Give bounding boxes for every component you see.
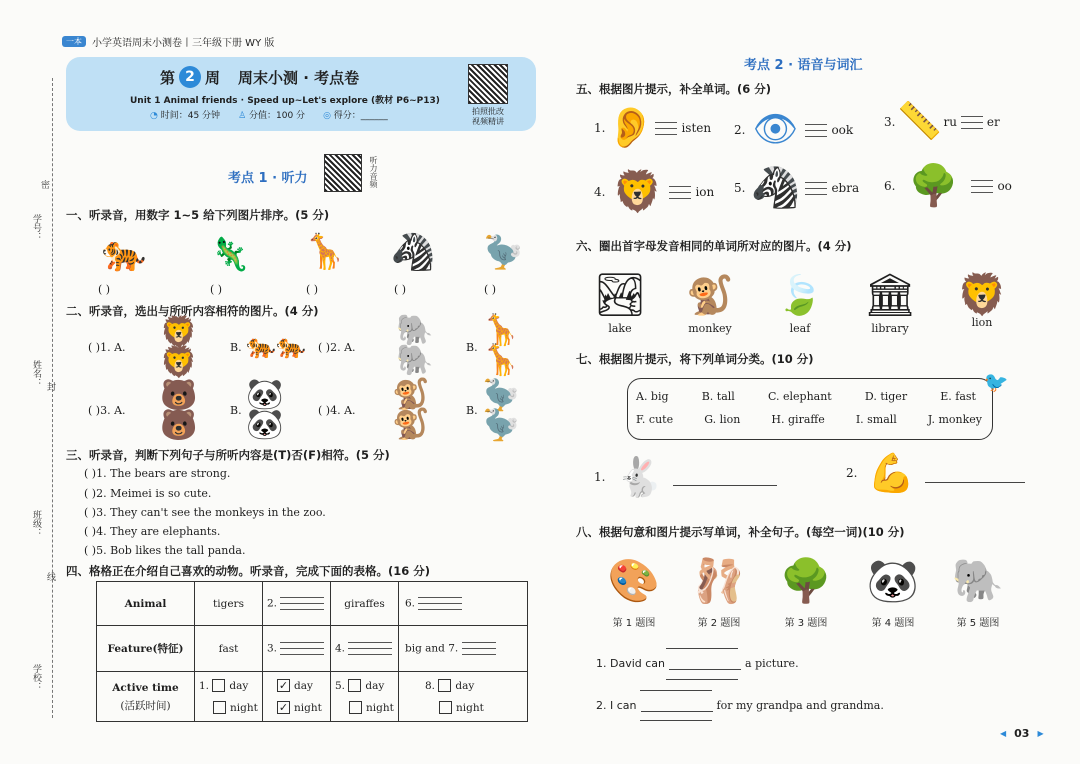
- q6-label-lion: lion: [971, 316, 993, 329]
- word-b: B. tall: [701, 390, 735, 403]
- q5-item-3[interactable]: [884, 101, 1000, 142]
- q5-item-4[interactable]: [594, 169, 715, 215]
- s2-blank[interactable]: [641, 711, 713, 712]
- word-j: J. monkey: [927, 413, 982, 426]
- ballet-icon: 🩰: [692, 556, 746, 605]
- week-title: [160, 66, 359, 88]
- q6-item-leaf[interactable]: [772, 268, 828, 335]
- checkbox-5-night[interactable]: [349, 701, 362, 714]
- zebra-icon: 🦓: [750, 165, 801, 211]
- s1-blank[interactable]: [669, 669, 741, 670]
- margin-class-label: 班级：: [31, 510, 41, 537]
- giraffes-icon: 🦒🦒: [482, 313, 520, 378]
- q6-item-library[interactable]: [860, 268, 920, 335]
- animal-table: [96, 581, 528, 722]
- q5-4-tail: ion: [695, 185, 715, 199]
- week-number: 2: [179, 66, 201, 88]
- q8-title: 八、根据句意和图片提示写单词，补全句子。(每空一词)(10 分): [576, 525, 905, 539]
- next-page-icon[interactable]: ▶: [1037, 729, 1044, 738]
- s1-tail: a picture.: [745, 657, 799, 670]
- q6-pictures: [592, 268, 1012, 335]
- q5-6-lines: [971, 180, 993, 193]
- q2-item-4-b: B.: [466, 404, 478, 417]
- q2-item-4-num[interactable]: ( )4. A.: [318, 404, 356, 417]
- q5-3-num: 3.: [884, 115, 896, 129]
- giraffe-icon: 🦒: [303, 232, 347, 272]
- s2-tail: for my grandpa and grandma.: [716, 699, 884, 712]
- word-a: A. big: [636, 390, 669, 403]
- q5-2-lines: [805, 124, 827, 137]
- blank-7-num: big and 7.: [405, 642, 459, 655]
- q6-item-monkey[interactable]: [680, 268, 740, 335]
- unit-line: Unit 1 Animal friends · Speed up~Let's explore (教材 P6~P13): [130, 96, 440, 106]
- page-number: 03: [1014, 727, 1030, 740]
- q2-item-2-b: B.: [466, 341, 478, 354]
- blank-4-num: 4.: [335, 642, 346, 655]
- q7-title: 七、根据图片提示，将下列单词分类。(10 分): [576, 352, 814, 366]
- elephant-icon: 🐘: [951, 556, 1005, 605]
- q3-item-1[interactable]: ( )1. The bears are strong.: [84, 467, 231, 480]
- q1-title: 一、听录音，用数字 1~5 给下列图片排序。(5 分): [66, 208, 330, 222]
- q5-item-1[interactable]: [594, 105, 712, 151]
- clock-icon: ◔: [150, 111, 158, 121]
- s2-guide-line-bottom: [640, 720, 712, 721]
- s1-guide-line-bottom: [666, 679, 738, 680]
- listening-qr-caption: 听力音频: [369, 156, 378, 188]
- q6-label-leaf: leaf: [789, 322, 811, 335]
- ruler-icon: 📏: [897, 101, 942, 142]
- got-text: 得分：______: [333, 111, 388, 121]
- q1-answer-5[interactable]: ( ): [484, 283, 497, 296]
- q5-5-tail: ebra: [831, 181, 860, 195]
- brand-header: [62, 34, 274, 49]
- label-day: day: [455, 679, 475, 692]
- monkey-icon: 🐒: [686, 273, 734, 317]
- q7-2-num: 2.: [846, 466, 858, 480]
- eye-icon: 👁: [752, 109, 799, 150]
- q5-4-lines: [669, 186, 691, 199]
- q8-pic-3: [766, 548, 846, 629]
- blank-3-num: 3.: [267, 642, 278, 655]
- q5-title: 五、根据图片提示，补全单词。(6 分): [576, 82, 772, 96]
- q5-item-6[interactable]: [884, 163, 1012, 209]
- cell-blank-3[interactable]: [263, 626, 331, 672]
- blank-2-num: 2.: [267, 597, 278, 610]
- q3-item-5[interactable]: ( )5. Bob likes the tall panda.: [84, 544, 246, 557]
- library-icon: 🏛: [863, 270, 917, 319]
- lake-icon: 🏞: [593, 270, 647, 319]
- q2-item-1-b: B.: [230, 341, 242, 354]
- q8-pic-1: [596, 548, 672, 629]
- checkbox-example-night[interactable]: ✓: [278, 701, 289, 714]
- q5-1-lines: [655, 122, 677, 135]
- week-suffix: 周: [205, 68, 221, 87]
- word-d: D. tiger: [864, 390, 908, 403]
- label-day: day: [229, 679, 249, 692]
- chameleon-icon: 🦎: [210, 235, 250, 273]
- cell-active-1: [195, 672, 263, 722]
- lion-icon: 🦁: [957, 272, 1007, 318]
- q5-item-2[interactable]: [734, 109, 854, 150]
- q8-pic-5: [940, 548, 1016, 629]
- section2-title: 考点 2 · 语音与词汇: [744, 58, 863, 73]
- bird-icon: 🐦: [983, 370, 1009, 394]
- brand-logo: 一本: [62, 36, 86, 47]
- meta-line: [150, 108, 388, 121]
- person-icon: ♙: [238, 111, 247, 121]
- label-night: night: [230, 701, 258, 714]
- page-footer: [1000, 727, 1044, 740]
- checkbox-example-day[interactable]: ✓: [278, 679, 289, 692]
- time-text: 时间：45 分钟: [160, 111, 221, 121]
- q7-1-num: 1.: [594, 470, 606, 484]
- ostriches-icon: 🦤🦤: [482, 378, 520, 443]
- margin-id-label: 学号：: [31, 214, 41, 241]
- prev-page-icon[interactable]: ◀: [1000, 729, 1007, 738]
- blank-6-num: 6.: [405, 597, 416, 610]
- lions-icon: 🦁🦁: [160, 315, 198, 380]
- word-h: H. giraffe: [771, 413, 825, 426]
- q5-1-num: 1.: [594, 121, 606, 135]
- zoo-gate-icon: 🌳: [908, 163, 959, 209]
- q5-2-tail: ook: [831, 123, 854, 137]
- leaf-icon: 🍃: [776, 273, 824, 317]
- cell-blank-4[interactable]: [331, 626, 399, 672]
- q5-item-5[interactable]: [734, 165, 860, 211]
- row-animal-label: Animal: [97, 582, 195, 626]
- q1-answer-2[interactable]: ( ): [210, 283, 223, 296]
- brand-text: 小学英语周末小测卷丨三年级下册 WY 版: [92, 38, 275, 49]
- margin-line-char: 线: [45, 572, 55, 581]
- qr-caption-2: 视频精讲: [472, 117, 504, 126]
- word-c: C. elephant: [767, 390, 832, 403]
- q8-pic-2: [681, 548, 757, 629]
- q3-item-2[interactable]: ( )2. Meimei is so cute.: [84, 487, 212, 500]
- q1-answer-1[interactable]: ( ): [98, 283, 111, 296]
- target-icon: ◎: [323, 111, 331, 121]
- cell-blank-7[interactable]: [399, 626, 528, 672]
- panda-icon: 🐼: [866, 556, 920, 605]
- q5-2-num: 2.: [734, 123, 746, 137]
- q5-3-head: ru: [943, 115, 957, 129]
- s2-head: 2. I can: [596, 699, 637, 712]
- elephants-icon: 🐘🐘: [396, 313, 434, 378]
- q5-4-num: 4.: [594, 185, 606, 199]
- active-time-cn: (活跃时间): [120, 699, 171, 712]
- q6-item-lake[interactable]: [592, 268, 648, 335]
- painting-icon: 🎨: [607, 556, 661, 605]
- cell-active-8: [399, 672, 528, 722]
- margin-seal: 封: [45, 382, 55, 391]
- tigers-icon: 🐅🐅: [246, 332, 306, 360]
- active-5-num: 5.: [335, 679, 346, 692]
- checkbox-5-day[interactable]: [348, 679, 361, 692]
- label-night: night: [294, 701, 322, 714]
- ear-icon: 👂: [605, 105, 656, 151]
- q3-item-3[interactable]: ( )3. They can't see the monkeys in the zoo.: [84, 506, 326, 519]
- qr-code-icon[interactable]: [468, 64, 508, 104]
- q8-pic-1-label: 第 1 题图: [612, 618, 656, 629]
- margin-name-label: 姓名：: [31, 360, 41, 387]
- word-bank-row-2: [636, 413, 982, 426]
- q8-pic-5-label: 第 5 题图: [956, 618, 1000, 629]
- binding-line: [52, 78, 53, 718]
- q8-pic-4: [855, 548, 931, 629]
- zebra-icon: 🦓: [390, 232, 436, 273]
- q6-label-library: library: [871, 322, 909, 335]
- margin-school-label: 学校：: [31, 664, 41, 691]
- checkbox-8-night[interactable]: [439, 701, 452, 714]
- rabbit-icon: 🐇: [615, 455, 664, 499]
- row-feature-label: Feature(特征): [97, 626, 195, 672]
- q8-pic-2-label: 第 2 题图: [697, 618, 741, 629]
- q8-pic-3-label: 第 3 题图: [784, 618, 828, 629]
- q7-answer-1[interactable]: [594, 455, 777, 499]
- strong-man-icon: 💪: [867, 451, 916, 495]
- label-night: night: [366, 701, 394, 714]
- pandas-icon: 🐼🐼: [246, 377, 284, 442]
- cell-active-example: [263, 672, 331, 722]
- paper-title: 周末小测 · 考点卷: [238, 68, 360, 87]
- label-day: day: [365, 679, 385, 692]
- word-bank-row-1: [636, 390, 976, 403]
- lion-face-icon: 🦁: [612, 169, 663, 215]
- margin-mi: 密: [39, 180, 49, 189]
- q4-title: 四、格格正在介绍自己喜欢的动物。听录音，完成下面的表格。(16 分): [66, 564, 431, 578]
- q5-5-num: 5.: [734, 181, 746, 195]
- q6-item-lion[interactable]: [952, 268, 1012, 335]
- s1-guide-line-top: [666, 648, 738, 649]
- listening-qr-icon[interactable]: [324, 154, 362, 192]
- cell-fast: fast: [195, 626, 263, 672]
- score-text: 分值：100 分: [249, 111, 306, 121]
- q6-label-lake: lake: [608, 322, 632, 335]
- q5-6-num: 6.: [884, 179, 896, 193]
- q5-6-tail: oo: [997, 179, 1012, 193]
- q3-item-4[interactable]: ( )4. They are elephants.: [84, 525, 221, 538]
- word-bank-box: [627, 378, 993, 440]
- s2-guide-line-top: [640, 690, 712, 691]
- label-night: night: [456, 701, 484, 714]
- checkbox-1-day[interactable]: [212, 679, 225, 692]
- q1-answer-3[interactable]: ( ): [306, 283, 319, 296]
- ostrich-icon: 🦤: [483, 233, 523, 271]
- q6-title: 六、圈出首字母发音相同的单词所对应的图片。(4 分): [576, 239, 852, 253]
- active-1-num: 1.: [199, 679, 210, 692]
- week-prefix: 第: [160, 68, 176, 87]
- cell-tigers: tigers: [195, 582, 263, 626]
- q2-item-1-num[interactable]: ( )1. A.: [88, 341, 126, 354]
- word-e: E. fast: [940, 390, 976, 403]
- monkeys-icon: 🐒🐒: [392, 377, 430, 442]
- s1-head: 1. David can: [596, 657, 666, 670]
- q7-answer-2[interactable]: [846, 451, 1025, 495]
- qr-caption: [464, 107, 512, 127]
- active-time-en: Active time: [112, 681, 179, 694]
- word-g: G. lion: [704, 413, 741, 426]
- q8-sentence-1: [596, 657, 799, 670]
- cell-blank-2[interactable]: [263, 582, 331, 626]
- word-i: I. small: [855, 413, 897, 426]
- cell-blank-6[interactable]: [399, 582, 528, 626]
- cell-giraffes: giraffes: [331, 582, 399, 626]
- q6-label-monkey: monkey: [688, 322, 732, 335]
- q5-3-lines: [961, 116, 983, 129]
- row-active-label: [97, 672, 195, 722]
- q1-answer-4[interactable]: ( ): [394, 283, 407, 296]
- q2-item-2-num[interactable]: ( )2. A.: [318, 341, 356, 354]
- q2-item-3-num[interactable]: ( )3. A.: [88, 404, 126, 417]
- active-8-num: 8.: [425, 679, 436, 692]
- q8-pictures: [596, 548, 1016, 629]
- checkbox-1-night[interactable]: [213, 701, 226, 714]
- q5-1-tail: isten: [681, 121, 712, 135]
- q5-3-tail: er: [986, 115, 1000, 129]
- word-f: F. cute: [636, 413, 674, 426]
- q7-2-blank[interactable]: [925, 482, 1025, 483]
- cell-active-5: [331, 672, 399, 722]
- checkbox-8-day[interactable]: [438, 679, 451, 692]
- q8-pic-4-label: 第 4 题图: [871, 618, 915, 629]
- zoo-gate-icon: 🌳: [779, 556, 833, 605]
- q5-5-lines: [805, 182, 827, 195]
- qr-caption-1: 拍照批改: [472, 107, 504, 116]
- q2-title: 二、听录音，选出与所听内容相符的图片。(4 分): [66, 304, 319, 318]
- q2-item-3-b: B.: [230, 404, 242, 417]
- section1-title: 考点 1 · 听力: [228, 171, 308, 186]
- q7-1-blank[interactable]: [673, 485, 777, 486]
- label-day: day: [294, 679, 313, 692]
- tiger-icon: 🐅: [101, 233, 147, 274]
- q8-sentence-2: [596, 699, 884, 712]
- q3-title: 三、听录音，判断下列句子与所听内容是(T)否(F)相符。(5 分): [66, 448, 390, 462]
- bears-icon: 🐻🐻: [160, 378, 198, 443]
